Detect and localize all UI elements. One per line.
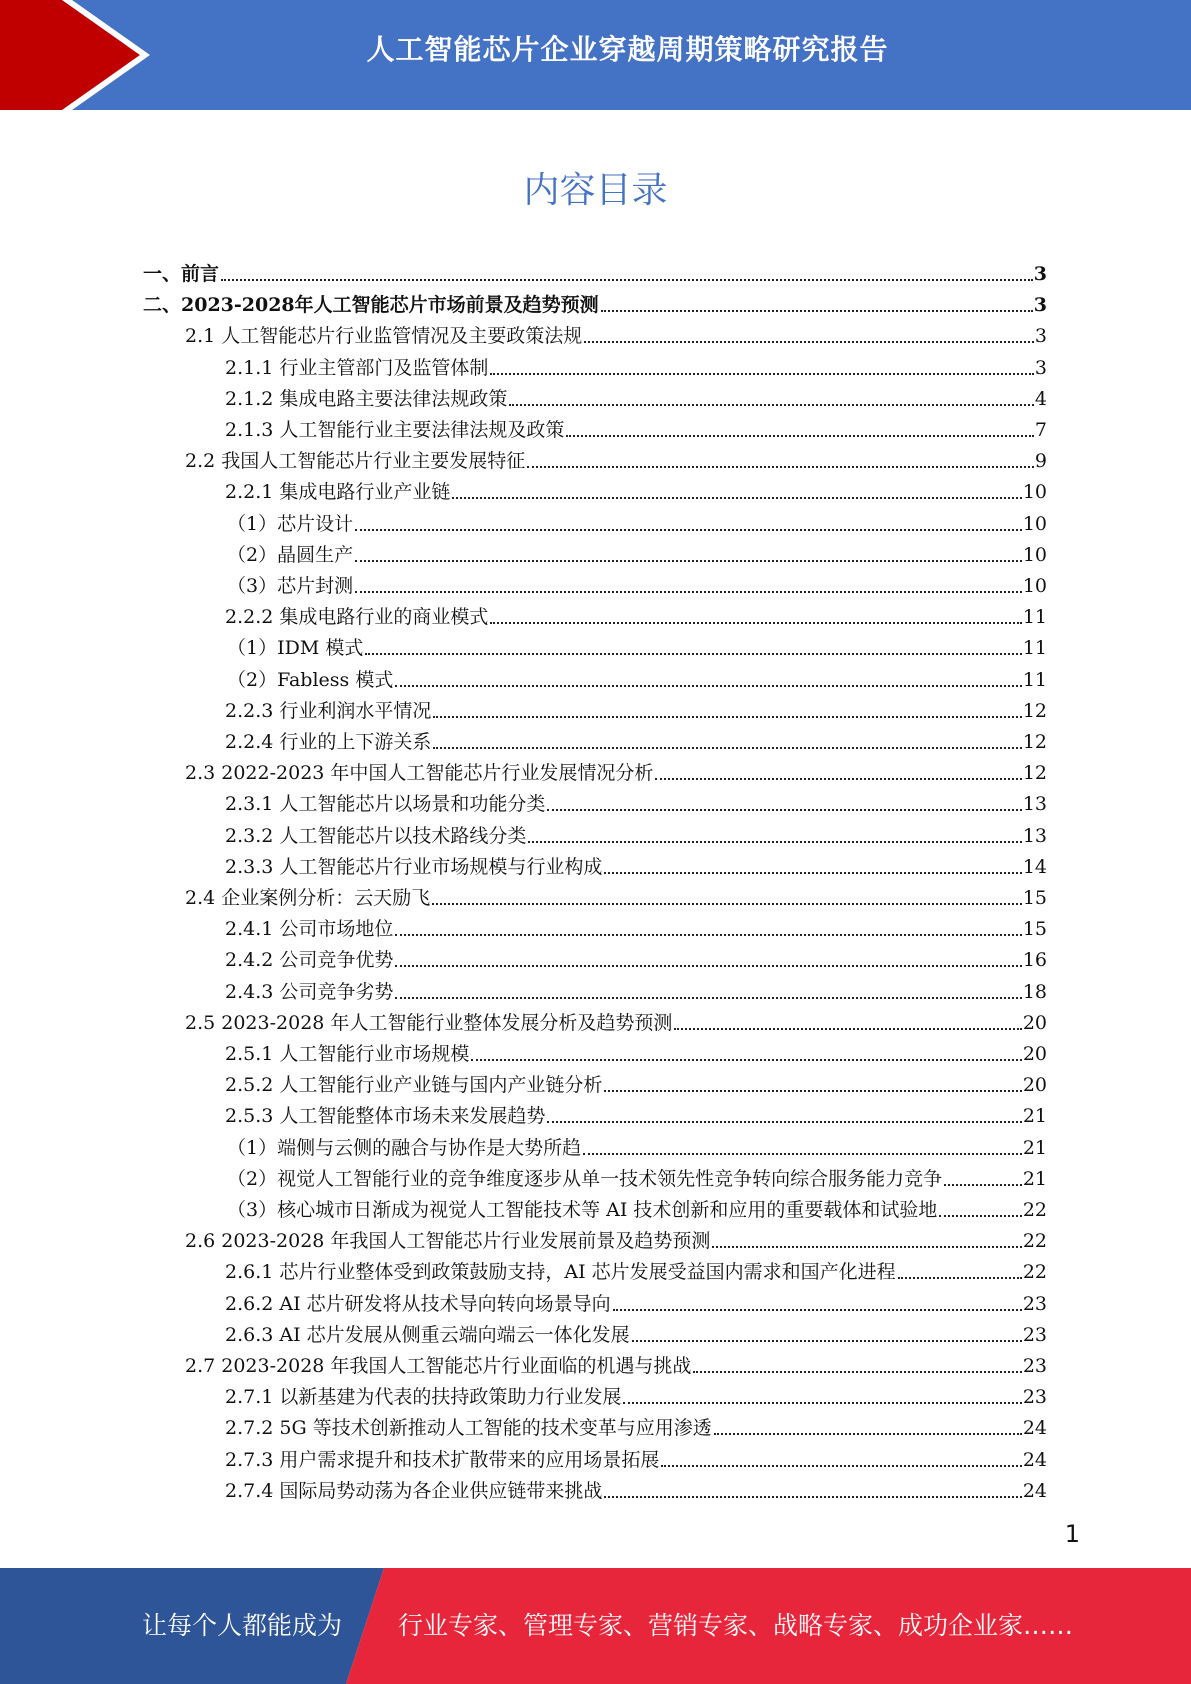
toc-entry-label: （3）芯片封测	[227, 575, 354, 597]
toc-entry-label: 2.2.3 行业利润水平情况	[225, 699, 432, 722]
toc-leader-dots	[509, 404, 1034, 406]
toc-entry[interactable]	[185, 1003, 1047, 1034]
toc-entry-page: 12	[1022, 699, 1047, 722]
toc-leader-dots	[433, 716, 1021, 718]
toc-entry-page: 23	[1022, 1292, 1047, 1315]
toc-leader-dots	[712, 1246, 1021, 1248]
toc-entry-label: 2.3.3 人工智能芯片行业市场规模与行业构成	[225, 855, 603, 878]
toc-entry-page: 23	[1022, 1323, 1047, 1346]
toc-entry-page: 23	[1022, 1386, 1047, 1409]
toc-entry[interactable]	[225, 472, 1047, 503]
toc-entry[interactable]	[225, 1096, 1047, 1127]
toc-entry[interactable]	[227, 660, 1047, 691]
toc-leader-dots	[527, 466, 1034, 468]
toc-entry-page: 20	[1022, 1074, 1047, 1097]
toc-entry-label: 2.6 2023-2028 年我国人工智能芯片行业发展前景及趋势预测	[185, 1230, 711, 1253]
toc-entry[interactable]	[225, 940, 1047, 971]
toc-entry-label: 2.5.3 人工智能整体市场未来发展趋势	[225, 1105, 546, 1128]
toc-entry-page: 12	[1022, 762, 1047, 785]
toc-entry-page: 24	[1022, 1479, 1047, 1502]
toc-entry-page: 14	[1022, 855, 1047, 878]
toc-leader-dots	[355, 560, 1022, 562]
toc-entry-label: 2.4.1 公司市场地位	[225, 918, 394, 941]
toc-entry-page: 10	[1022, 575, 1047, 597]
toc-leader-dots	[944, 1184, 1022, 1186]
toc-entry-label: 2.3.1 人工智能芯片以场景和功能分类	[225, 793, 546, 816]
toc-entry[interactable]	[225, 1315, 1047, 1346]
toc-entry-page: 11	[1022, 668, 1047, 691]
toc-entry-page: 24	[1022, 1417, 1047, 1440]
toc-entry[interactable]	[225, 410, 1047, 441]
toc-entry-label: 2.7.3 用户需求提升和技术扩散带来的应用场景拓展	[225, 1448, 660, 1471]
toc-entry-page: 21	[1022, 1136, 1047, 1159]
toc-leader-dots	[604, 1496, 1021, 1498]
report-header	[0, 0, 1191, 110]
toc-entry-page: 15	[1022, 887, 1047, 909]
toc-leader-dots	[395, 685, 1021, 687]
toc-entry-label: 2.6.2 AI 芯片研发将从技术导向转向场景导向	[225, 1292, 611, 1315]
toc-entry-page: 22	[1022, 1261, 1047, 1284]
page-number: 1	[1064, 1520, 1080, 1548]
toc-entry-page: 22	[1022, 1230, 1047, 1253]
toc-leader-dots	[395, 934, 1021, 936]
toc-entry[interactable]	[225, 972, 1047, 1003]
toc-entry-page: 20	[1022, 1011, 1047, 1034]
toc-leader-dots	[490, 622, 1021, 624]
toc-entry-page: 3	[1033, 294, 1047, 317]
toc-entry-page: 11	[1022, 637, 1047, 660]
toc-entry-label: （3）核心城市日渐成为视觉人工智能技术等 AI 技术创新和应用的重要载体和试验地	[227, 1199, 938, 1221]
toc-entry-page: 18	[1022, 980, 1047, 1003]
toc-leader-dots	[566, 435, 1034, 437]
toc-entry-page: 11	[1022, 606, 1047, 629]
toc-leader-dots	[365, 653, 1021, 655]
toc-leader-dots	[452, 497, 1021, 499]
toc-entry-label: 二、2023-2028年人工智能芯片市场前景及趋势预测	[143, 294, 599, 317]
toc-entry-page: 20	[1022, 1043, 1047, 1065]
toc-entry[interactable]	[225, 1408, 1047, 1439]
toc-entry[interactable]	[225, 348, 1047, 379]
toc-entry-page: 3	[1033, 263, 1047, 285]
toc-leader-dots	[939, 1215, 1021, 1217]
toc-leader-dots	[395, 965, 1021, 967]
toc-entry-label: 2.4.3 公司竞争劣势	[225, 980, 394, 1003]
toc-entry-page: 15	[1022, 918, 1047, 941]
toc-entry-label: 2.7.4 国际局势动荡为各企业供应链带来挑战	[225, 1479, 603, 1502]
toc-leader-dots	[433, 747, 1021, 749]
toc-leader-dots	[221, 279, 1033, 281]
toc-entry-label: 2.1.1 行业主管部门及监管体制	[225, 356, 489, 379]
toc-entry-label: （1）芯片设计	[227, 512, 354, 535]
toc-entry[interactable]	[185, 1346, 1047, 1377]
toc-leader-dots	[655, 778, 1021, 780]
toc-leader-dots	[632, 1340, 1022, 1342]
toc-leader-dots	[583, 1153, 1022, 1155]
toc-leader-dots	[547, 1121, 1021, 1123]
toc-entry-page: 23	[1022, 1355, 1047, 1377]
toc-leader-dots	[471, 1059, 1021, 1061]
toc-entry[interactable]	[225, 597, 1047, 628]
toc-leader-dots	[613, 1309, 1022, 1311]
toc-entry-page: 13	[1022, 824, 1047, 847]
toc-entry-page: 3	[1034, 356, 1047, 379]
toc-leader-dots	[584, 341, 1034, 343]
toc-entry[interactable]	[143, 254, 1047, 285]
toc-entry-label: 2.2.2 集成电路行业的商业模式	[225, 606, 489, 629]
toc-leader-dots	[395, 997, 1021, 999]
toc-entry-page: 21	[1022, 1167, 1047, 1190]
toc-entry-label: （1）端侧与云侧的融合与协作是大势所趋	[227, 1136, 582, 1159]
toc-entry-page: 16	[1022, 949, 1047, 972]
toc-entry[interactable]	[185, 1221, 1047, 1252]
toc-entry-label: 2.3 2022-2023 年中国人工智能芯片行业发展情况分析	[185, 762, 654, 785]
toc-leader-dots	[898, 1277, 1022, 1279]
toc-entry-label: （2）晶圆生产	[227, 543, 354, 566]
toc-entry[interactable]	[227, 504, 1047, 535]
toc-entry-label: 2.7 2023-2028 年我国人工智能芯片行业面临的机遇与挑战	[185, 1355, 692, 1377]
toc-leader-dots	[661, 1465, 1021, 1467]
toc-entry[interactable]	[185, 878, 1047, 909]
toc-leader-dots	[623, 1402, 1021, 1404]
toc-entry-page: 3	[1034, 325, 1047, 348]
toc-entry-label: 2.7.2 5G 等技术创新推动人工智能的技术变革与应用渗透	[225, 1417, 712, 1440]
toc-entry-label: 2.5.2 人工智能行业产业链与国内产业链分析	[225, 1074, 603, 1097]
toc-entry-page: 22	[1022, 1199, 1047, 1221]
toc-entry[interactable]	[185, 316, 1047, 347]
toc-entry-label: （2）视觉人工智能行业的竞争维度逐步从单一技术领先性竞争转向综合服务能力竞争	[227, 1167, 943, 1190]
toc-entry[interactable]	[225, 1065, 1047, 1096]
toc-entry[interactable]	[225, 847, 1047, 878]
toc-entry-page: 13	[1022, 793, 1047, 816]
footer-slogan-right: 行业专家、管理专家、营销专家、战略专家、成功企业家……	[398, 1611, 1074, 1640]
toc-entry[interactable]	[227, 1159, 1047, 1190]
toc-entry-label: （2）Fabless 模式	[227, 668, 394, 691]
toc-leader-dots	[490, 373, 1034, 375]
toc-leader-dots	[432, 903, 1022, 905]
toc-entry-label: 2.4.2 公司竞争优势	[225, 949, 394, 972]
toc-entry[interactable]	[225, 1440, 1047, 1471]
toc-entry[interactable]	[185, 441, 1047, 472]
toc-entry-label: 2.1.2 集成电路主要法律法规政策	[225, 387, 508, 410]
toc-leader-dots	[604, 1090, 1021, 1092]
toc-entry[interactable]	[227, 566, 1047, 597]
toc-entry-page: 10	[1022, 543, 1047, 566]
toc-leader-dots	[355, 591, 1022, 593]
toc-leader-dots	[674, 1028, 1021, 1030]
footer-slogan-left: 让每个人都能成为	[142, 1611, 343, 1640]
toc-entry[interactable]	[225, 722, 1047, 753]
toc-entry-page: 21	[1022, 1105, 1047, 1128]
footer-banner	[0, 1568, 1191, 1684]
toc-entry[interactable]	[225, 379, 1047, 410]
toc-entry-label: 2.6.1 芯片行业整体受到政策鼓励支持，AI 芯片发展受益国内需求和国产化进程	[225, 1261, 896, 1284]
toc-entry-page: 12	[1022, 731, 1047, 753]
toc-entry-label: 2.5.1 人工智能行业市场规模	[225, 1043, 470, 1065]
toc-entry-label: 2.5 2023-2028 年人工智能行业整体发展分析及趋势预测	[185, 1011, 673, 1034]
toc-entry[interactable]	[227, 535, 1047, 566]
toc-entry-label: 2.3.2 人工智能芯片以技术路线分类	[225, 824, 527, 847]
toc-entry[interactable]	[225, 784, 1047, 815]
toc-leader-dots	[528, 841, 1021, 843]
toc-entry[interactable]	[227, 628, 1047, 659]
toc-entry-page: 4	[1034, 387, 1047, 410]
toc-heading: 内容目录	[523, 170, 668, 211]
toc-entry-label: 2.7.1 以新基建为代表的扶持政策助力行业发展	[225, 1386, 622, 1409]
toc-leader-dots	[693, 1371, 1021, 1373]
toc-entry[interactable]	[227, 1128, 1047, 1159]
toc-entry-label: （1）IDM 模式	[227, 637, 364, 660]
toc-leader-dots	[604, 872, 1021, 874]
toc-entry-label: 2.2 我国人工智能芯片行业主要发展特征	[185, 450, 526, 473]
report-title: 人工智能芯片企业穿越周期策略研究报告	[366, 33, 889, 66]
toc-entry-label: 2.2.4 行业的上下游关系	[225, 731, 432, 753]
toc-leader-dots	[355, 529, 1022, 531]
toc-entry-page: 7	[1034, 419, 1047, 441]
toc-entry[interactable]	[225, 1034, 1047, 1065]
toc-entry[interactable]	[225, 691, 1047, 722]
toc-entry[interactable]	[185, 753, 1047, 784]
toc-entry-label: 2.6.3 AI 芯片发展从侧重云端向端云一体化发展	[225, 1323, 630, 1346]
toc-entry-page: 24	[1022, 1448, 1047, 1471]
toc-entry-page: 10	[1022, 481, 1047, 504]
toc-entry-page: 10	[1022, 512, 1047, 535]
toc-entry-page: 9	[1034, 450, 1047, 473]
toc-entry[interactable]	[225, 1284, 1047, 1315]
toc-entry[interactable]	[143, 285, 1047, 316]
toc-leader-dots	[714, 1433, 1022, 1435]
toc-entry-label: 一、前言	[143, 263, 220, 285]
toc-entry-label: 2.4 企业案例分析：云天励飞	[185, 887, 431, 909]
toc-entry-label: 2.1 人工智能芯片行业监管情况及主要政策法规	[185, 325, 583, 348]
toc-leader-dots	[601, 310, 1033, 312]
toc-entry-label: 2.1.3 人工智能行业主要法律法规及政策	[225, 419, 565, 441]
toc-entry[interactable]	[225, 1471, 1047, 1502]
toc-entry[interactable]	[225, 1252, 1047, 1283]
toc-entry-label: 2.2.1 集成电路行业产业链	[225, 481, 451, 504]
toc-entry[interactable]	[225, 1377, 1047, 1408]
toc-entry[interactable]	[225, 909, 1047, 940]
toc-entry[interactable]	[227, 1190, 1047, 1221]
toc-entry[interactable]	[225, 816, 1047, 847]
toc-leader-dots	[547, 809, 1021, 811]
